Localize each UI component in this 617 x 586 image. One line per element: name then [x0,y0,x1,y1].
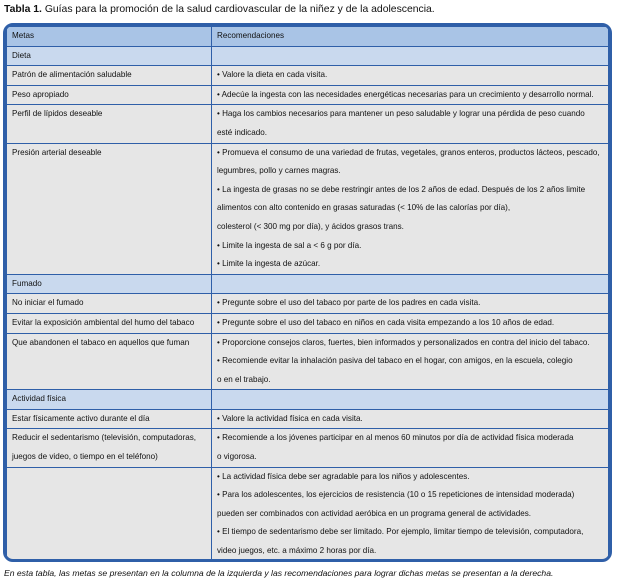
table-caption [4,4,435,15]
recommendation-line: video juegos, etc. a máximo 2 horas por día. [217,546,377,556]
caption-label: Tabla 1. [4,4,42,15]
meta-cell [7,313,212,333]
recommendation-line: • Valore la dieta en cada visita. [217,70,328,80]
table-row [7,66,609,86]
section-title: Actividad física [7,390,212,410]
meta-line: Estar físicamente activo durante el día [12,413,150,423]
meta-line: Perfil de lípidos deseable [12,109,103,119]
table-header-row [7,27,609,47]
meta-cell [7,467,212,561]
recommendation-line: • Valore la actividad física en cada visita. [217,413,363,423]
meta-cell [7,409,212,429]
recommendation-line: • Adecúe la ingesta con las necesidades energéticas necesarias para un crecimiento y desarrollo normal. [217,89,594,99]
recommendation-line: • Limite la ingesta de azúcar. [217,259,321,269]
recommendation-line: alimentos con alto contenido en grasas saturadas (< 10% de las calorías por día), [217,203,511,213]
recommendation-cell [212,429,609,467]
meta-line: Que abandonen el tabaco en aquellos que fuman [12,337,190,347]
section-empty-cell [212,274,609,294]
recommendation-line: • Limite la ingesta de sal a < 6 g por día. [217,240,362,250]
recommendation-cell [212,143,609,274]
table-row [7,143,609,274]
recommendation-line: • La ingesta de grasas no se debe restringir antes de los 2 años de edad. Después de los 2 años limite [217,184,586,194]
recommendation-cell [212,409,609,429]
table-row [7,313,609,333]
recommendation-line: • Haga los cambios necesarios para mantener un peso saludable y lograr una pérdida de peso cuando [217,109,585,119]
meta-line: Evitar la exposición ambiental del humo del tabaco [12,317,195,327]
section-empty-cell [212,46,609,66]
recommendation-line: • Pregunte sobre el uso del tabaco en niños en cada visita empezando a los 10 años de edad. [217,317,555,327]
recommendation-line: • Recomiende a los jóvenes participar en al menos 60 minutos por día de actividad física moderada [217,433,574,443]
table-row [7,333,609,390]
recommendation-cell [212,313,609,333]
meta-cell [7,143,212,274]
table-row [7,105,609,143]
section-title: Dieta [7,46,212,66]
recommendation-line: • Para los adolescentes, los ejercicios de resistencia (10 o 15 repeticiones de intensidad moderada) [217,490,575,500]
recommendation-line: o vigorosa. [217,452,257,462]
table-row [7,429,609,467]
recommendation-line: • El tiempo de sedentarismo debe ser limitado. Por ejemplo, limitar tiempo de televisión, computadora, [217,527,584,537]
meta-cell [7,66,212,86]
table-footnote: En esta tabla, las metas se presentan en la columna de la izquierda y las recomendaciones para lograr dichas metas se presentan a la derecha. [4,568,554,578]
recommendation-line: o en el trabajo. [217,374,271,384]
recommendation-cell [212,333,609,390]
header-recomendaciones: Recomendaciones [212,27,609,47]
recommendation-line: • La actividad física debe ser agradable para los niños y adolescentes. [217,471,470,481]
recommendation-cell [212,66,609,86]
section-row [7,46,609,66]
meta-cell [7,333,212,390]
table-row [7,294,609,314]
meta-cell [7,85,212,105]
section-title: Fumado [7,274,212,294]
recommendation-line: • Recomiende evitar la inhalación pasiva del tabaco en el hogar, con amigos, en la escuela, colegio [217,356,573,366]
table-row [7,409,609,429]
recommendation-line: • Pregunte sobre el uso del tabaco por parte de los padres en cada visita. [217,298,481,308]
meta-cell [7,294,212,314]
recommendation-line: • Proporcione consejos claros, fuertes, bien informados y personalizados en contra del inicio del tabaco. [217,337,590,347]
recommendation-cell [212,467,609,561]
meta-line: Patrón de alimentación saludable [12,70,132,80]
meta-cell [7,105,212,143]
section-row [7,390,609,410]
meta-line: Peso apropiado [12,89,69,99]
recommendation-cell [212,85,609,105]
table-row [7,467,609,561]
recommendation-cell [212,105,609,143]
section-row [7,274,609,294]
meta-cell [7,429,212,467]
recommendation-line: • Promueva el consumo de una variedad de frutas, vegetales, granos enteros, productos lácteos, pescado, [217,147,600,157]
caption-text: Guías para la promoción de la salud cardiovascular de la niñez y de la adolescencia. [44,4,435,15]
section-empty-cell [212,390,609,410]
header-metas: Metas [7,27,212,47]
meta-line: No iniciar el fumado [12,298,84,308]
table-row [7,85,609,105]
recommendation-line: colesterol (< 300 mg por día), y ácidos grasos trans. [217,221,404,231]
recommendation-cell [212,294,609,314]
recommendation-line: esté indicado. [217,127,267,137]
meta-line: Presión arterial deseable [12,147,102,157]
recommendation-line: legumbres, pollo y carnes magras. [217,166,341,176]
meta-line: Reducir el sedentarismo (televisión, computadoras, [12,433,196,443]
meta-line: juegos de video, o tiempo en el teléfono) [12,452,158,462]
recommendation-line: pueden ser combinados con actividad aeróbica en un programa general de actividades. [217,508,532,518]
table-frame [3,23,612,562]
guidelines-table [6,26,609,562]
